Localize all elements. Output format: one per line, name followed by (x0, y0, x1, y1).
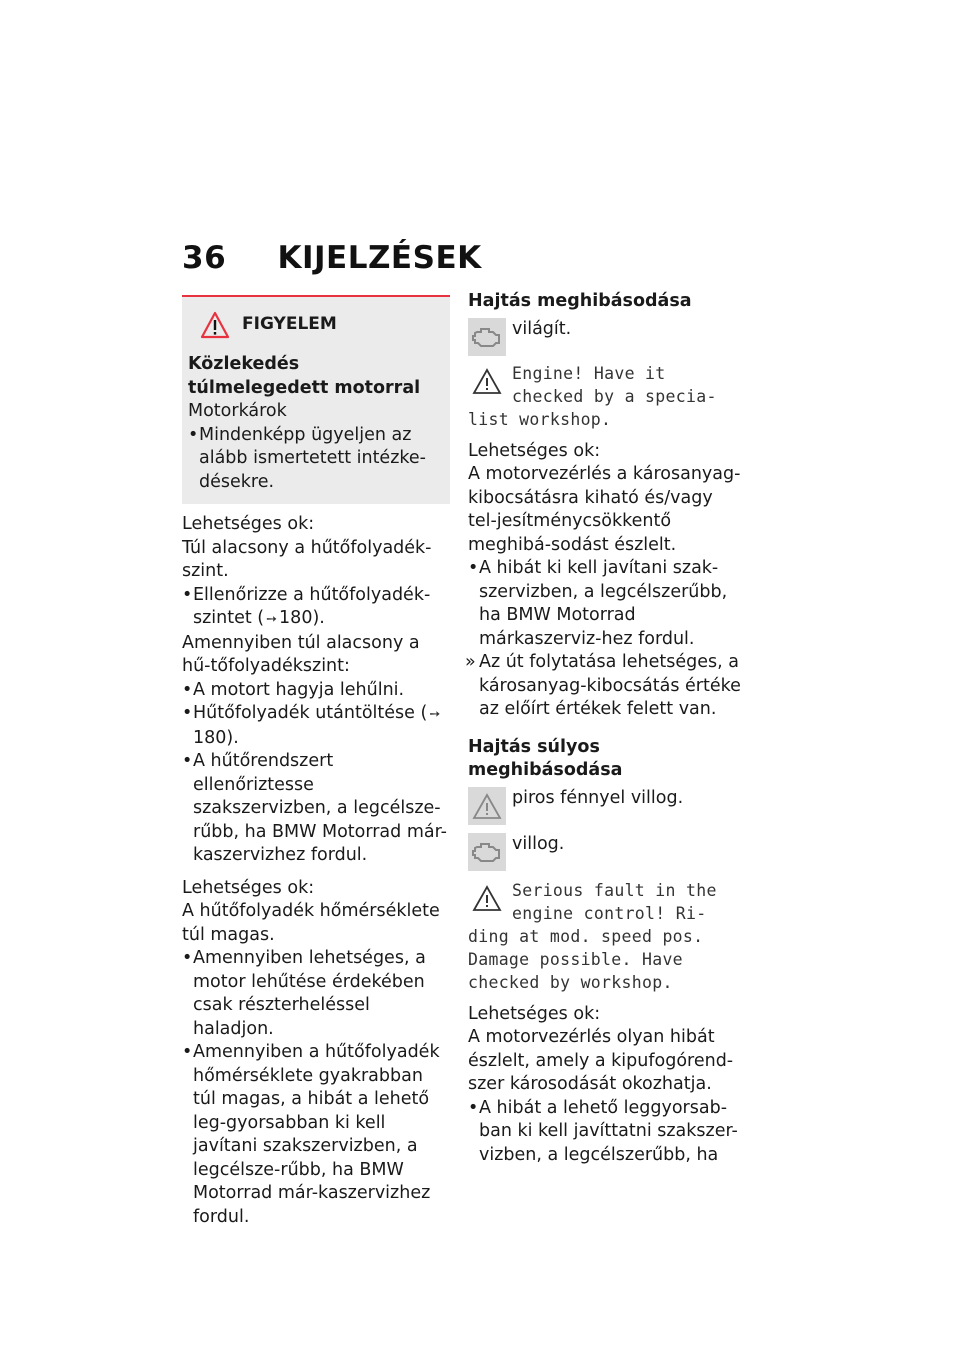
warning-triangle-icon (468, 879, 506, 917)
cause1-bullet3 (182, 702, 450, 750)
section2-cause-text: A motorvezérlés olyan hibát észlelt, amely a kipufogórend-szer károsodását okozhatja. (468, 1027, 734, 1094)
cause1-bullet3-text: Hűtőfolyadék utántöltése ( (193, 703, 428, 723)
cause1-text2: Amennyiben túl alacsony a hű-tőfolyadékszint: (182, 632, 420, 676)
section2-symbol-row2 (468, 833, 743, 871)
cause1-bullet2: • A motort hagyja lehűlni. (182, 679, 450, 703)
section1-result: » Az út folytatása lehetséges, a károsanyag-kibocsátás értéke az előírt értékek felett van. (468, 651, 743, 722)
page-number: 36 (182, 240, 227, 276)
cause1-bullet1-ref[interactable]: 180). (279, 608, 325, 628)
cause1-bullet1-text: Ellenőrizze a hűtőfolyadék-szintet ( (193, 584, 431, 628)
cause1-bullet4: • A hűtőrendszert ellenőriztesse szakszervizben, a legcélsze-rűbb, ha BMW Motorrad már-kaszervizhez fordul. (182, 750, 450, 868)
section2-symbol-row1 (468, 787, 743, 825)
warning-header (188, 311, 444, 339)
section2-msg-line5: checked by workshop. (468, 972, 673, 992)
cause2-text: A hűtőfolyadék hőmérséklete túl magas. (182, 901, 440, 945)
section2-display-message (468, 879, 743, 994)
section2-title: Hajtás súlyos meghibásodása (468, 736, 623, 780)
section1-symbol-text: világít. (512, 318, 572, 339)
reference-arrow-icon: ➙ (429, 707, 441, 722)
warning-subtitle: Közlekedés túlmelegedett motorral (188, 354, 421, 398)
warning-text: Motorkárok (188, 401, 287, 421)
warning-triangle-icon (200, 311, 230, 339)
section2-msg-line3: ding at mod. speed pos. (468, 926, 704, 946)
warning-triangle-icon (468, 787, 506, 825)
section1-symbol-row (468, 318, 743, 356)
cause1-heading: Lehetséges ok: (182, 514, 315, 534)
reference-arrow-icon: ➙ (266, 612, 278, 627)
cause2-heading: Lehetséges ok: (182, 877, 315, 898)
section1-bullet1: • A hibát ki kell javítani szak-szervizben, a legcélszerűbb, ha BMW Motorrad márkaszerviz-hez fordul. (468, 557, 743, 651)
section2-symbol2-text: villog. (512, 833, 565, 854)
warning-bullet: • Mindenképp ügyeljen az alább ismertetett intézke-désekre. (188, 424, 444, 495)
section2-msg-line4: Damage possible. Have (468, 949, 683, 969)
cause2-bullet2: • Amennyiben a hűtőfolyadék hőmérséklete gyakrabban túl magas, a hibát a lehető leg-gyorsabban ki kell javítani szakszervizben, a legcélsze-rűbb, ha BMW Motorrad már-kaszervizhez fordul. (182, 1041, 450, 1229)
engine-check-icon (468, 318, 506, 356)
cause1-bullet1 (182, 584, 450, 632)
left-column (182, 295, 450, 1229)
section2-cause-heading: Lehetséges ok: (468, 1003, 601, 1024)
engine-check-icon (468, 833, 506, 871)
section1-msg-line1: Engine! Have it (512, 363, 666, 383)
section2-bullet1: • A hibát a lehető leggyorsab-ban ki kell javíttatni szakszer-vizben, a legcélszerűbb, ha (468, 1097, 743, 1168)
section2-msg-line2: engine control! Ri- (512, 903, 707, 923)
warning-triangle-icon (468, 362, 506, 400)
section1-msg-line3: list workshop. (468, 409, 612, 429)
section1-title: Hajtás meghibásodása (468, 291, 692, 311)
section1-display-message (468, 362, 743, 431)
cause1-text: Túl alacsony a hűtőfolyadék-szint. (182, 537, 432, 581)
cause1-bullet3-ref[interactable]: 180). (193, 727, 239, 748)
section1-cause-heading: Lehetséges ok: (468, 440, 601, 461)
right-column (468, 290, 743, 1167)
section2-symbol1-text: piros fénnyel villog. (512, 787, 684, 808)
warning-label: FIGYELEM (242, 314, 337, 335)
section1-msg-line2: checked by a specia- (512, 386, 717, 406)
page-title: KIJELZÉSEK (277, 240, 482, 276)
section1-cause-text: A motorvezérlés a károsanyag-kibocsátásra kiható és/vagy tel-jesítménycsökkentő meghibá-sodást észlelt. (468, 464, 741, 555)
warning-box (182, 295, 450, 504)
section2-msg-line1: Serious fault in the (512, 880, 717, 900)
cause2-bullet1: • Amennyiben lehetséges, a motor lehűtése érdekében csak részterheléssel haladjon. (182, 947, 450, 1041)
page-header (182, 240, 482, 276)
